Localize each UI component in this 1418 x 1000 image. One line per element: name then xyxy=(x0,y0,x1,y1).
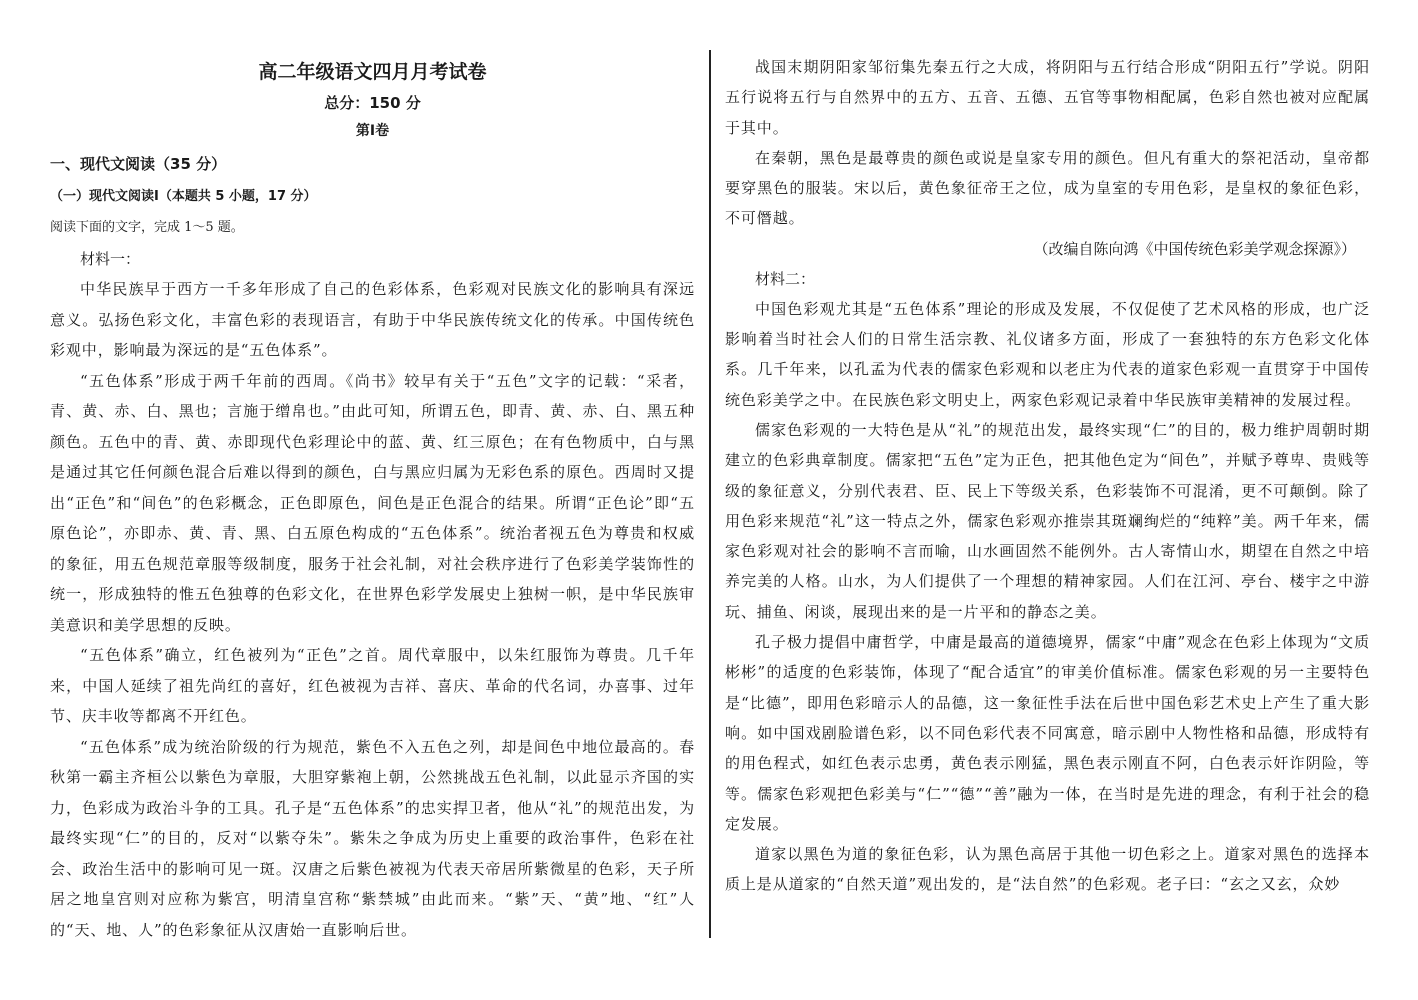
material2-paragraph: 儒家色彩观的一大特色是从“礼”的规范出发，最终实现“仁”的目的，极力维护周朝时期建立的色彩典章制度。儒家把“五色”定为正色，把其他色定为“间色”，并赋予尊卑、贵贱等级的象征意义，分别代表君、臣、民上下等级关系，色彩装饰不可混淆，更不可颠倒。除了用色彩来规范“礼”这一特点之外，儒家色彩观亦推崇其斑斓绚烂的“纯粹”美。两千年来，儒家色彩观对社会的影响不言而喻，山水画固然不能例外。古人寄情山水，期望在自然之中培养完美的人格。山水，为人们提供了一个理想的精神家园。人们在江河、亭台、楼宇之中游玩、捕鱼、闲谈，展现出来的是一片平和的静态之美。 xyxy=(725,420,1370,621)
material1-paragraph: “五色体系”形成于两千年前的西周。《尚书》较早有关于“五色”文字的记载：“采者，青、黄、赤、白、黑也；言施于缯帛也。”由此可知，所谓五色，即青、黄、赤、白、黑五种颜色。五色中的青、黄、赤即现代色彩理论中的蓝、黄、红三原色；在有色物质中，白与黑是通过其它任何颜色混合后难以得到的颜色，白与黑应归属为无彩色系的原色。西周时又提出“正色”和“间色”的色彩概念，正色即原色，间色是正色混合的结果。所谓“正色论”即“五原色论”，亦即赤、黄、青、黑、白五原色构成的“五色体系”。统治者视五色为尊贵和权威的象征，用五色规范章服等级制度，服务于社会礼制，对社会秩序进行了色彩美学装饰性的统一，形成独特的惟五色独尊的色彩文化，在世界色彩学发展史上独树一帜，是中华民族审美意识和美学思想的反映。 xyxy=(50,371,695,634)
material2-paragraph: 孔子极力提倡中庸哲学，中庸是最高的道德境界，儒家“中庸”观念在色彩上体现为“文质彬彬”的适度的色彩装饰，体现了“配合适宜”的审美价值标准。儒家色彩观的另一主要特色是“比德”，即用色彩暗示人的品德，这一象征性手法在后世中国色彩艺术史上产生了重大影响。如中国戏剧脸谱色彩，以不同色彩代表不同寓意，暗示剧中人物性格和品德，形成特有的用色程式，如红色表示忠勇，黄色表示刚猛，黑色表示刚直不阿，白色表示奸诈阴险，等等。儒家色彩观把色彩美与“仁”“德”“善”融为一体，在当时是先进的理念，有利于社会的稳定发展。 xyxy=(725,633,1370,833)
subsection-heading: （一）现代文阅读Ⅰ（本题共 5 小题，17 分） xyxy=(50,189,317,204)
source-citation: （改编自陈向鸿《中国传统色彩美学观念探源》） xyxy=(1033,239,1356,258)
material1-label: 材料一： xyxy=(80,250,141,268)
material2-label: 材料二： xyxy=(755,269,816,288)
material1-paragraph: 战国末期阴阳家邹衍集先秦五行之大成，将阴阳与五行结合形成“阴阳五行”学说。阴阳五行说将五行与自然界中的五方、五音、五德、五官等事物相配属，色彩自然也被对应配属于其中。 xyxy=(725,58,1370,137)
material2-paragraph: 中国色彩观尤其是“五色体系”理论的形成及发展，不仅促使了艺术风格的形成，也广泛影响着当时社会人们的日常生活宗教、礼仪诸多方面，形成了一套独特的东方色彩文化体系。几千年来，以孔孟为代表的儒家色彩观和以老庄为代表的道家色彩观一直贯穿于中国传统色彩美学之中。在民族色彩文明史上，两家色彩观记录着中华民族审美精神的发展过程。 xyxy=(725,299,1370,409)
material1-paragraph: 在秦朝，黑色是最尊贵的颜色或说是皇家专用的颜色。但凡有重大的祭祀活动，皇帝都要穿黑色的服装。宋以后，黄色象征帝王之位，成为皇室的专用色彩，是皇权的象征色彩，不可僭越。 xyxy=(725,148,1370,228)
column-divider xyxy=(709,50,711,938)
right-column xyxy=(725,52,1370,900)
exam-title: 高二年级语文四月月考试卷 xyxy=(258,61,487,83)
left-column xyxy=(50,56,695,945)
material1-paragraph: 中华民族早于西方一千多年形成了自己的色彩体系，色彩观对民族文化的影响具有深远意义。弘扬色彩文化，丰富色彩的表现语言，有助于中华民族传统文化的传承。中国传统色彩观中，影响最为深远的是“五色体系”。 xyxy=(50,280,695,359)
material2-paragraph: 道家以黑色为道的象征色彩，认为黑色高居于其他一切色彩之上。道家对黑色的选择本质上是从道家的“自然天道”观出发的，是“法自然”的色彩观。老子曰：“玄之又玄，众妙 xyxy=(725,845,1370,894)
material1-paragraph: “五色体系”成为统治阶级的行为规范，紫色不入五色之列，却是间色中地位最高的。春秋第一霸主齐桓公以紫色为章服，大胆穿紫袍上朝，公然挑战五色礼制，以此显示齐国的实力，色彩成为政治斗争的工具。孔子是“五色体系”的忠实捍卫者，他从“礼”的规范出发，为最终实现“仁”的目的，反对“以紫夺朱”。紫朱之争成为历史上重要的政治事件，色彩在社会、政治生活中的影响可见一斑。汉唐之后紫色被视为代表天帝居所紫微星的色彩，天子所居之地皇宫则对应称为紫宫，明清皇宫称“紫禁城”由此而来。“紫”天、“黄”地、“红”人的“天、地、人”的色彩象征从汉唐始一直影响后世。 xyxy=(50,737,695,939)
material1-paragraph: “五色体系”确立，红色被列为“正色”之首。周代章服中，以朱红服饰为尊贵。几千年来，中国人延续了祖先尚红的喜好，红色被视为吉祥、喜庆、革命的代名词，办喜事、过年节、庆丰收等都离不开红色。 xyxy=(50,646,695,725)
section-heading: 一、现代文阅读（35 分） xyxy=(50,155,227,173)
volume-label: 第Ⅰ卷 xyxy=(355,123,390,139)
instruction: 阅读下面的文字，完成 1～5 题。 xyxy=(50,220,244,235)
total-score: 总分：150 分 xyxy=(324,94,421,112)
